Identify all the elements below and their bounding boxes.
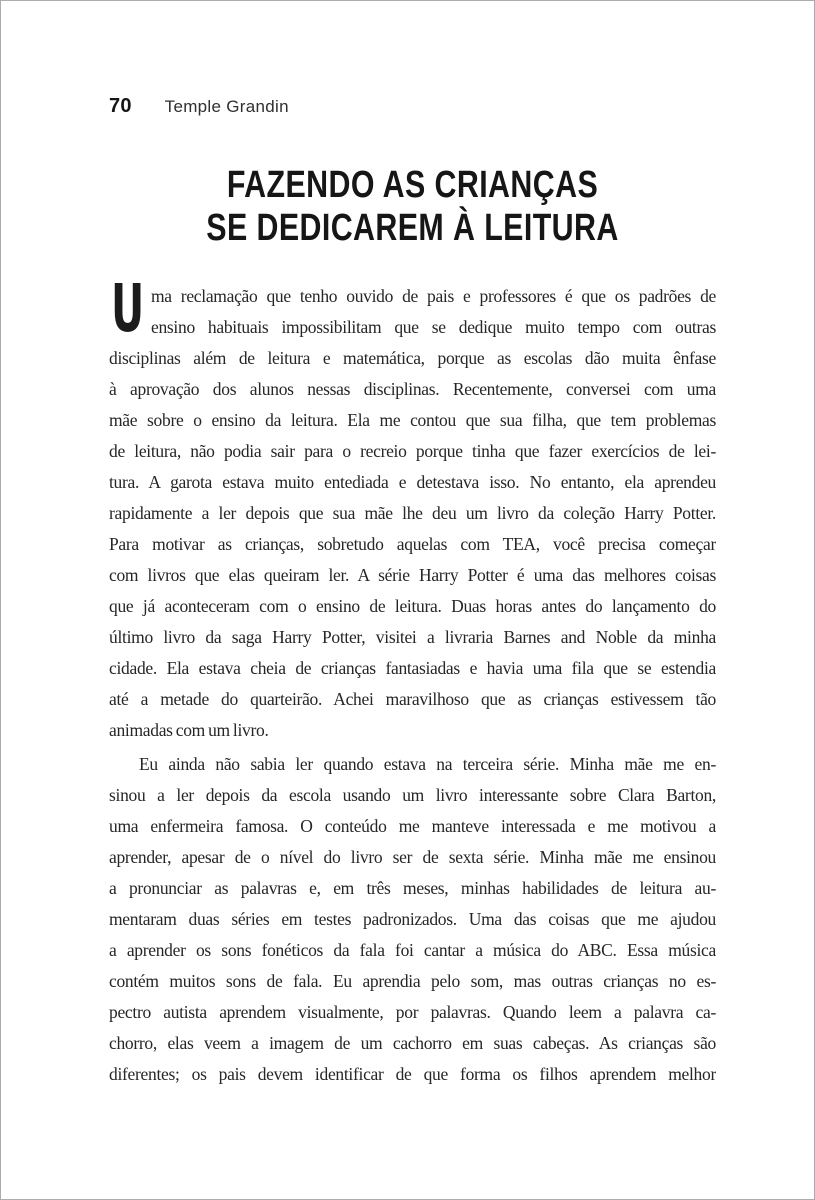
- body-line: cidade. Ela estava cheia de crianças fantasiadas e havia uma fila que se estendia: [109, 658, 716, 678]
- drop-cap: U: [111, 270, 145, 347]
- body-line: pectro autista aprendem visualmente, por palavras. Quando leem a palavra ca-: [109, 1002, 716, 1022]
- page-number: 70: [109, 95, 132, 117]
- body-text: [109, 270, 716, 1090]
- body-line: disciplinas além de leitura e matemática, porque as escolas dão muita ênfase: [109, 348, 716, 368]
- body-line: animadas com um livro.: [109, 720, 269, 740]
- body-line: de leitura, não podia sair para o recreio porque tinha que fazer exercícios de lei-: [109, 441, 716, 461]
- body-line: ma reclamação que tenho ouvido de pais e professores é que os padrões de: [151, 286, 716, 306]
- paragraph: [109, 270, 716, 746]
- body-line: rapidamente a ler depois que sua mãe lhe deu um livro da coleção Harry Potter.: [109, 503, 716, 523]
- body-line: tura. A garota estava muito entediada e detestava isso. No entanto, ela aprendeu: [109, 472, 716, 492]
- chapter-title: [109, 164, 716, 250]
- body-line: Para motivar as crianças, sobretudo aquelas com TEA, você precisa começar: [109, 534, 716, 554]
- chapter-title-line-1: FAZENDO AS CRIANÇAS: [226, 164, 599, 206]
- body-line: ensino habituais impossibilitam que se dedique muito tempo com outras: [151, 317, 716, 337]
- body-line: que já aconteceram com o ensino de leitura. Duas horas antes do lançamento do: [109, 596, 716, 616]
- page-header: [109, 95, 289, 118]
- body-line: até a metade do quarteirão. Achei maravilhoso que as crianças estivessem tão: [109, 689, 716, 709]
- body-line: aprender, apesar de o nível do livro ser de sexta série. Minha mãe me ensinou: [109, 847, 716, 867]
- body-line: mãe sobre o ensino da leitura. Ela me contou que sua filha, que tem problemas: [109, 410, 716, 430]
- body-line: chorro, elas veem a imagem de um cachorro em suas cabeças. As crianças são: [109, 1033, 716, 1053]
- body-line: à aprovação dos alunos nessas disciplinas. Recentemente, conversei com uma: [109, 379, 716, 399]
- body-line: contém muitos sons de fala. Eu aprendia pelo som, mas outras crianças no es-: [109, 971, 716, 991]
- body-line: sinou a ler depois da escola usando um livro interessante sobre Clara Barton,: [109, 785, 716, 805]
- body-line: diferentes; os pais devem identificar de que forma os filhos aprendem melhor: [109, 1064, 716, 1084]
- body-line: a aprender os sons fonéticos da fala foi cantar a música do ABC. Essa música: [109, 940, 716, 960]
- chapter-title-line-2: SE DEDICAREM À LEITURA: [206, 207, 619, 249]
- paragraph: [109, 749, 716, 1090]
- body-line: Eu ainda não sabia ler quando estava na terceira série. Minha mãe me en-: [139, 754, 716, 774]
- body-line: uma enfermeira famosa. O conteúdo me manteve interessada e me motivou a: [109, 816, 716, 836]
- body-line: último livro da saga Harry Potter, visitei a livraria Barnes and Noble da minha: [109, 627, 716, 647]
- body-line: a pronunciar as palavras e, em três meses, minhas habilidades de leitura au-: [109, 878, 716, 898]
- body-line: com livros que elas queiram ler. A série Harry Potter é uma das melhores coisas: [109, 565, 716, 585]
- running-header: Temple Grandin: [164, 97, 289, 116]
- body-line: mentaram duas séries em testes padronizados. Uma das coisas que me ajudou: [109, 909, 716, 929]
